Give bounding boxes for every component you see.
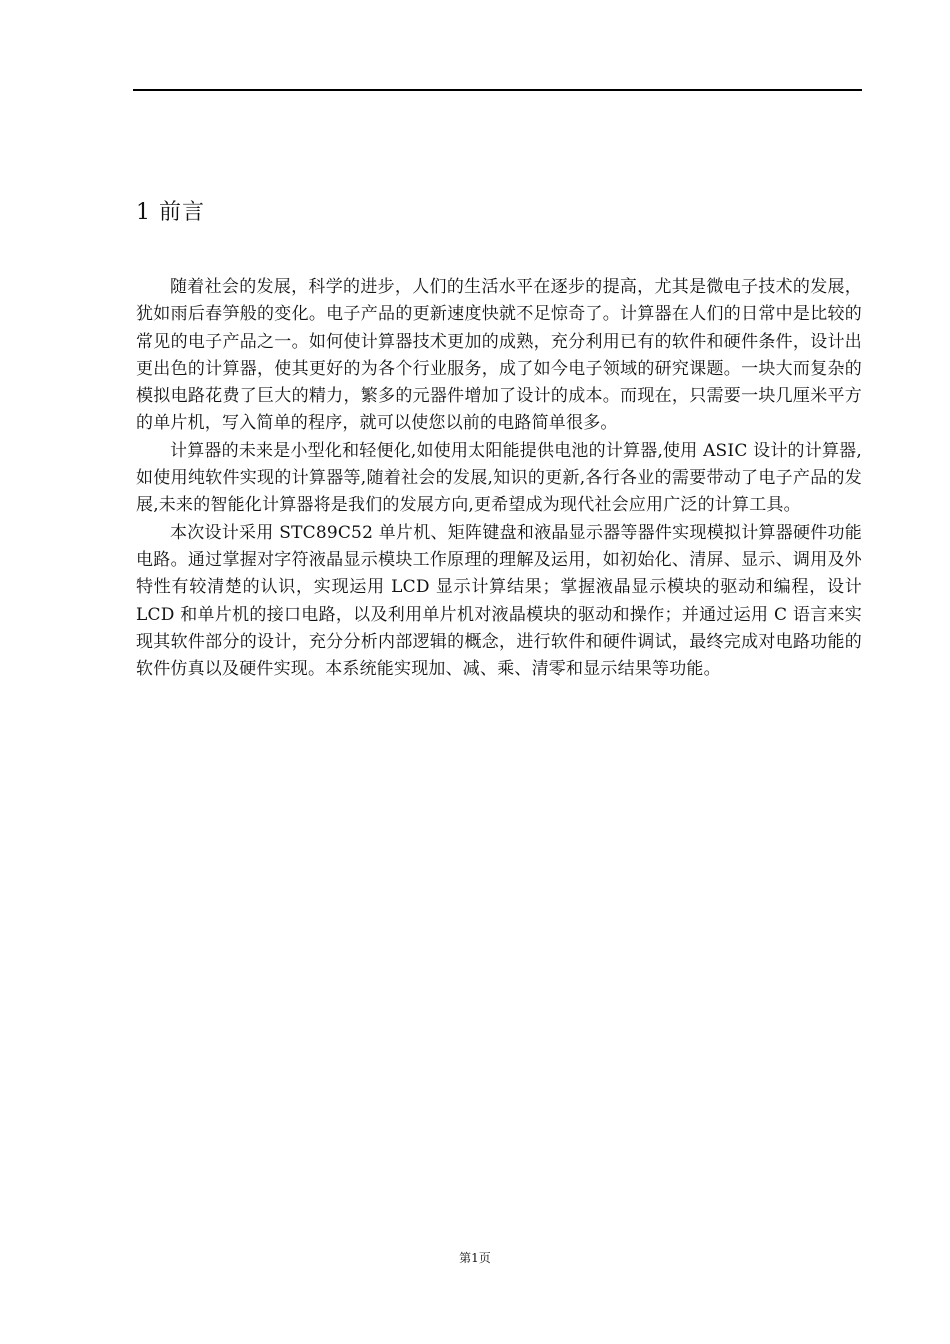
paragraph-3: 本次设计采用 STC89C52 单片机、矩阵键盘和液晶显示器等器件实现模拟计算器硬件功能电路。通过掌握对字符液晶显示模块工作原理的理解及运用，如初始化、清屏、显示、调用及外特性有较清楚的认识，实现运用 LCD 显示计算结果；掌握液晶显示模块的驱动和编程，设计 LCD 和单片机的接口电路，以及利用单片机对液晶模块的驱动和操作；并通过运用 C 语言来实现其软件部分的设计，充分分析内部逻辑的概念，进行软件和硬件调试，最终完成对电路功能的软件仿真以及硬件实现。本系统能实现加、减、乘、清零和显示结果等功能。: [136, 522, 862, 680]
body-text: [136, 274, 862, 683]
page-number: 第1页: [459, 1251, 491, 1265]
header-rule: [133, 89, 862, 91]
paragraph-2: 计算器的未来是小型化和轻便化,如使用太阳能提供电池的计算器,使用 ASIC 设计的计算器,如使用纯软件实现的计算器等,随着社会的发展,知识的更新,各行各业的需要带动了电子产品的发展,未来的智能化计算器将是我们的发展方向,更希望成为现代社会应用广泛的计算工具。: [136, 440, 862, 516]
section-title: 1 前言: [136, 200, 205, 225]
paragraph-1: 随着社会的发展，科学的进步，人们的生活水平在逐步的提高，尤其是微电子技术的发展，犹如雨后春笋般的变化。电子产品的更新速度快就不足惊奇了。计算器在人们的日常中是比较的常见的电子产品之一。如何使计算器技术更加的成熟，充分利用已有的软件和硬件条件，设计出更出色的计算器，使其更好的为各个行业服务，成了如今电子领域的研究课题。一块大而复杂的模拟电路花费了巨大的精力，繁多的元器件增加了设计的成本。而现在，只需要一块几厘米平方的单片机，写入简单的程序，就可以使您以前的电路简单很多。: [136, 277, 862, 434]
